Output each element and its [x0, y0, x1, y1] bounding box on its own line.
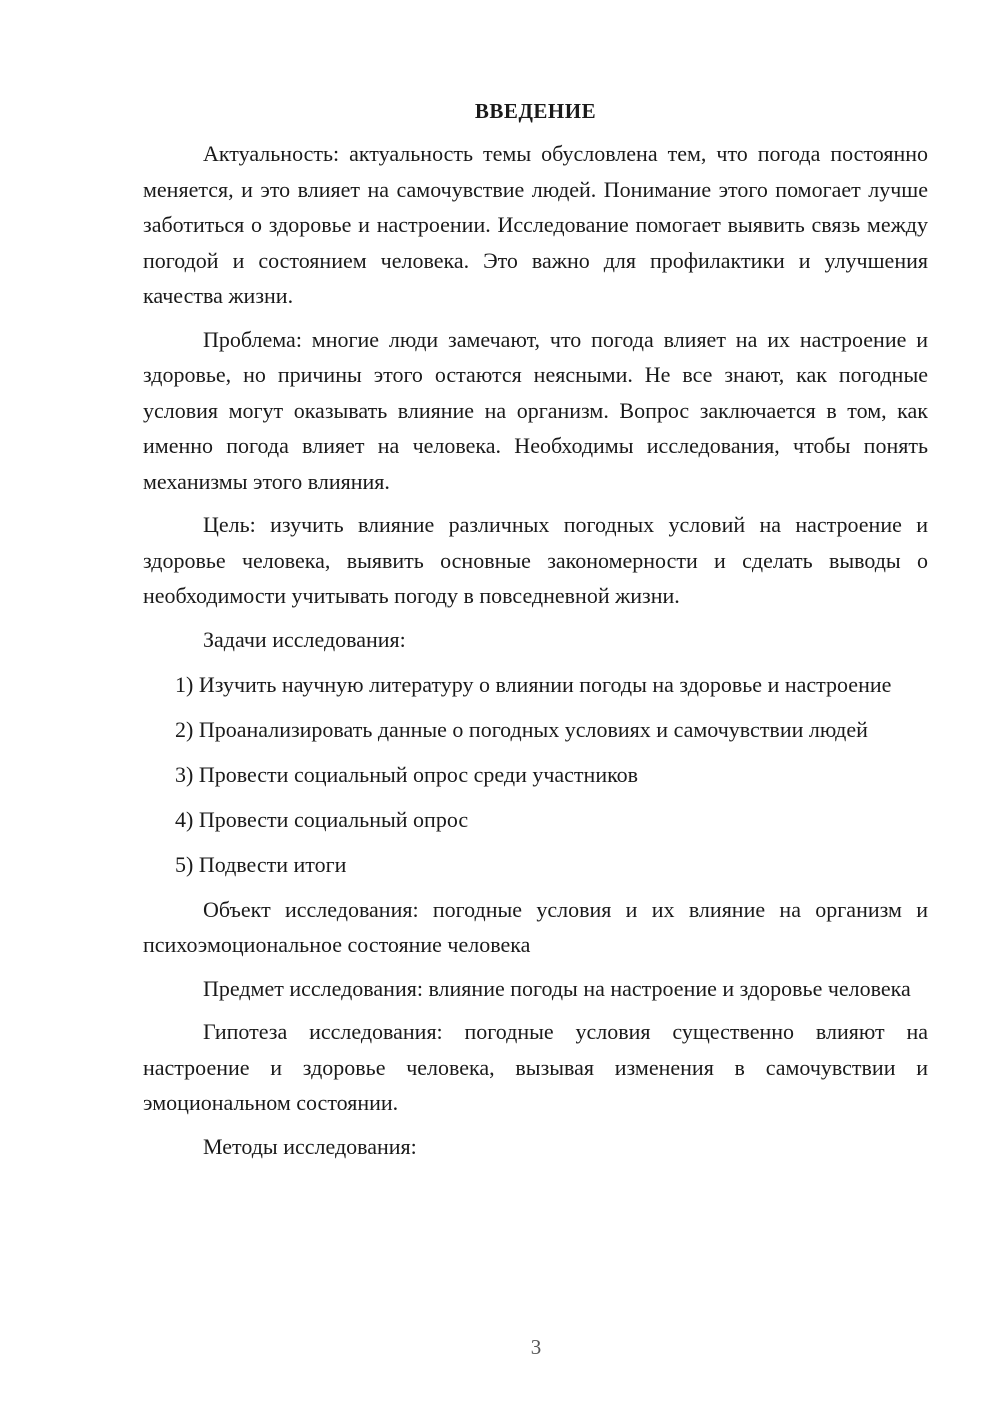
page-number: 3 — [530, 1335, 542, 1359]
paragraph-hypothesis: Гипотеза исследования: погодные условия существенно влияют на настроение и здоровье человека, вызывая изменения в самочувствии и эмоциональном состоянии. — [143, 1019, 928, 1115]
tasks-heading: Задачи исследования: — [203, 626, 406, 652]
tasks-list — [143, 667, 928, 883]
section-title: ВВЕДЕНИЕ — [474, 99, 597, 123]
paragraph-relevance: Актуальность: актуальность темы обусловлена тем, что погода постоянно меняется, и это влияет на самочувствие людей. Понимание этого помогает лучше заботиться о здоровье и настроении. Исследование помогает выявить связь между погодой и состоянием человека. Это важно для профилактики и улучшения качества жизни. — [143, 141, 928, 308]
task-item: 3) Провести социальный опрос среди участников — [175, 761, 639, 787]
paragraph-goal: Цель: изучить влияние различных погодных условий на настроение и здоровье человека, выявить основные закономерности и сделать выводы о необходимости учитывать погоду в повседневной жизни. — [143, 512, 928, 608]
methods-heading: Методы исследования: — [203, 1133, 417, 1159]
paragraph-subject: Предмет исследования: влияние погоды на настроение и здоровье человека — [203, 975, 911, 1001]
task-item: 1) Изучить научную литературу о влиянии погоды на здоровье и настроение — [175, 671, 892, 697]
paragraph-problem: Проблема: многие люди замечают, что погода влияет на их настроение и здоровье, но причины этого остаются неясными. Не все знают, как погодные условия могут оказывать влияние на организм. Вопрос заключается в том, как именно погода влияет на человека. Необходимы исследования, чтобы понять механизмы этого влияния. — [143, 326, 928, 494]
task-item: 5) Подвести итоги — [175, 851, 347, 877]
paragraph-object: Объект исследования: погодные условия и их влияние на организм и психоэмоциональное состояние человека — [143, 896, 928, 957]
task-item: 2) Проанализировать данные о погодных условиях и самочувствии людей — [175, 716, 868, 742]
document-page — [143, 94, 928, 1174]
task-item: 4) Провести социальный опрос — [175, 806, 469, 832]
